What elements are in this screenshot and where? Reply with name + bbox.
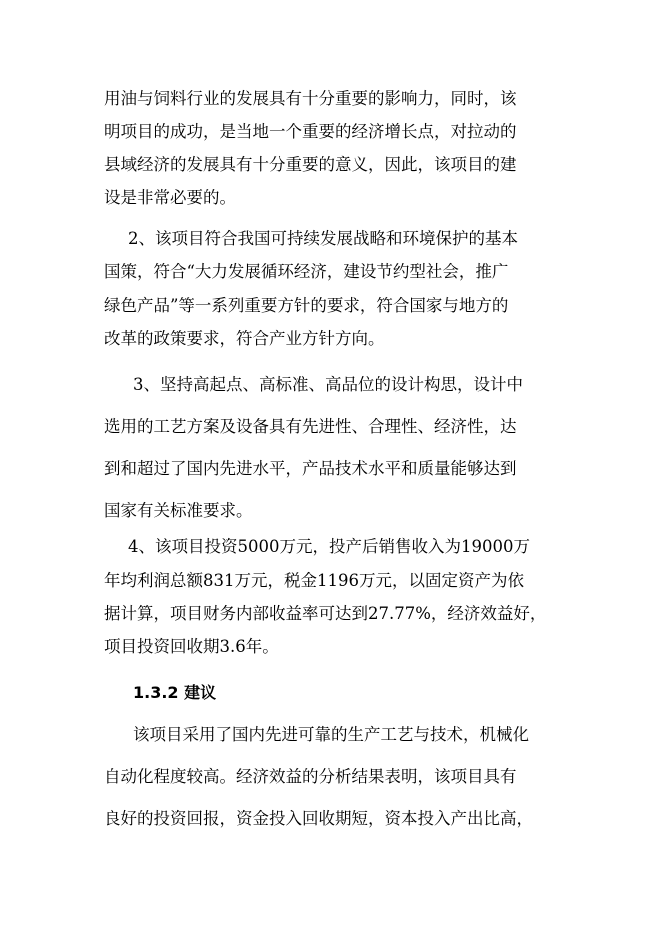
text-line: 3、坚持高起点、高标准、高品位的设计构思，设计中 [133,375,523,394]
text-line: 年均利润总额831万元，税金1196万元，以固定资产为依 [104,571,524,590]
text-line: 国家有关标准要求。 [104,501,253,520]
text-line: 选用的工艺方案及设备具有先进性、合理性、经济性，达 [104,417,517,436]
text-line: 绿色产品”等一系列重要方针的要求，符合国家与地方的 [104,296,509,315]
text-line: 良好的投资回报，资金投入回收期短，资本投入产出比高， [104,809,533,828]
text-line: 县域经济的发展具有十分重要的意义，因此，该项目的建 [104,155,517,174]
text-line: 改革的政策要求，符合产业方针方向。 [104,329,385,348]
text-line: 自动化程度较高。经济效益的分析结果表明，该项目具有 [104,767,517,786]
section-heading: 1.3.2 建议 [133,683,217,702]
text-line: 该项目采用了国内先进可靠的生产工艺与技术，机械化 [133,725,529,744]
text-line: 用油与饲料行业的发展具有十分重要的影响力，同时，该 [104,89,517,108]
text-line: 明项目的成功，是当地一个重要的经济增长点，对拉动的 [104,122,517,141]
text-line: 设是非常必要的。 [104,188,236,207]
text-line: 项目投资回收期3.6年。 [104,637,279,656]
text-line: 国策，符合“大力发展循环经济，建设节约型社会，推广 [104,262,509,281]
text-line: 据计算，项目财务内部收益率可达到27.77%，经济效益好， [104,604,547,623]
text-line: 4、该项目投资5000万元，投产后销售收入为19000万 [128,537,530,556]
text-line: 2、该项目符合我国可持续发展战略和环境保护的基本 [128,229,518,248]
text-line: 到和超过了国内先进水平，产品技术水平和质量能够达到 [104,459,517,478]
